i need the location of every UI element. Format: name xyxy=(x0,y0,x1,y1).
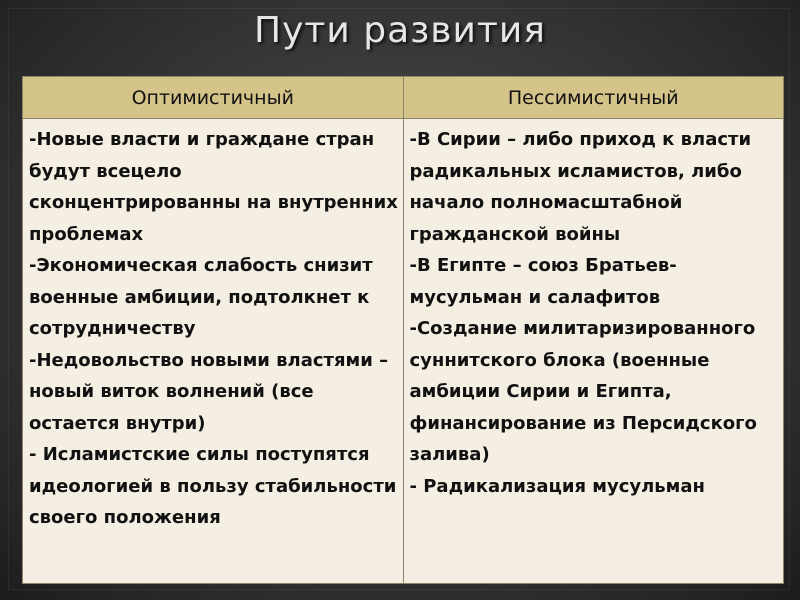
header-optimistic: Оптимистичный xyxy=(23,77,404,119)
optimistic-cell xyxy=(23,119,404,584)
optimistic-item: - Исламистские силы поступятся идеологией в пользу стабильности своего положения xyxy=(29,444,397,528)
pessimistic-item: -В Сирии – либо приход к власти радикальных исламистов, либо начало полномасштабной гражданской войны xyxy=(409,129,752,245)
header-row xyxy=(23,77,784,119)
header-pessimistic: Пессимистичный xyxy=(403,77,784,119)
pessimistic-item: - Радикализация мусульман xyxy=(409,475,705,497)
optimistic-item: -Недовольство новыми властями – новый виток волнений (все остается внутри) xyxy=(29,349,389,434)
pessimistic-item: -Создание милитаризированного суннитского блока (военные амбиции Сирии и Египта, финансирование из Персидского залива) xyxy=(409,318,757,465)
optimistic-item: -Новые власти и граждане стран будут всецело сконцентрированны на внутренних проблемах xyxy=(29,129,398,245)
optimistic-item: -Экономическая слабость снизит военные амбиции, подтолкнет к сотрудничеству xyxy=(29,255,373,339)
comparison-table xyxy=(22,76,784,584)
pessimistic-item: -В Египте – союз Братьев-мусульман и салафитов xyxy=(409,255,677,308)
pessimistic-cell xyxy=(403,119,784,584)
content-row xyxy=(23,119,784,584)
slide-title: Пути развития xyxy=(254,10,546,51)
